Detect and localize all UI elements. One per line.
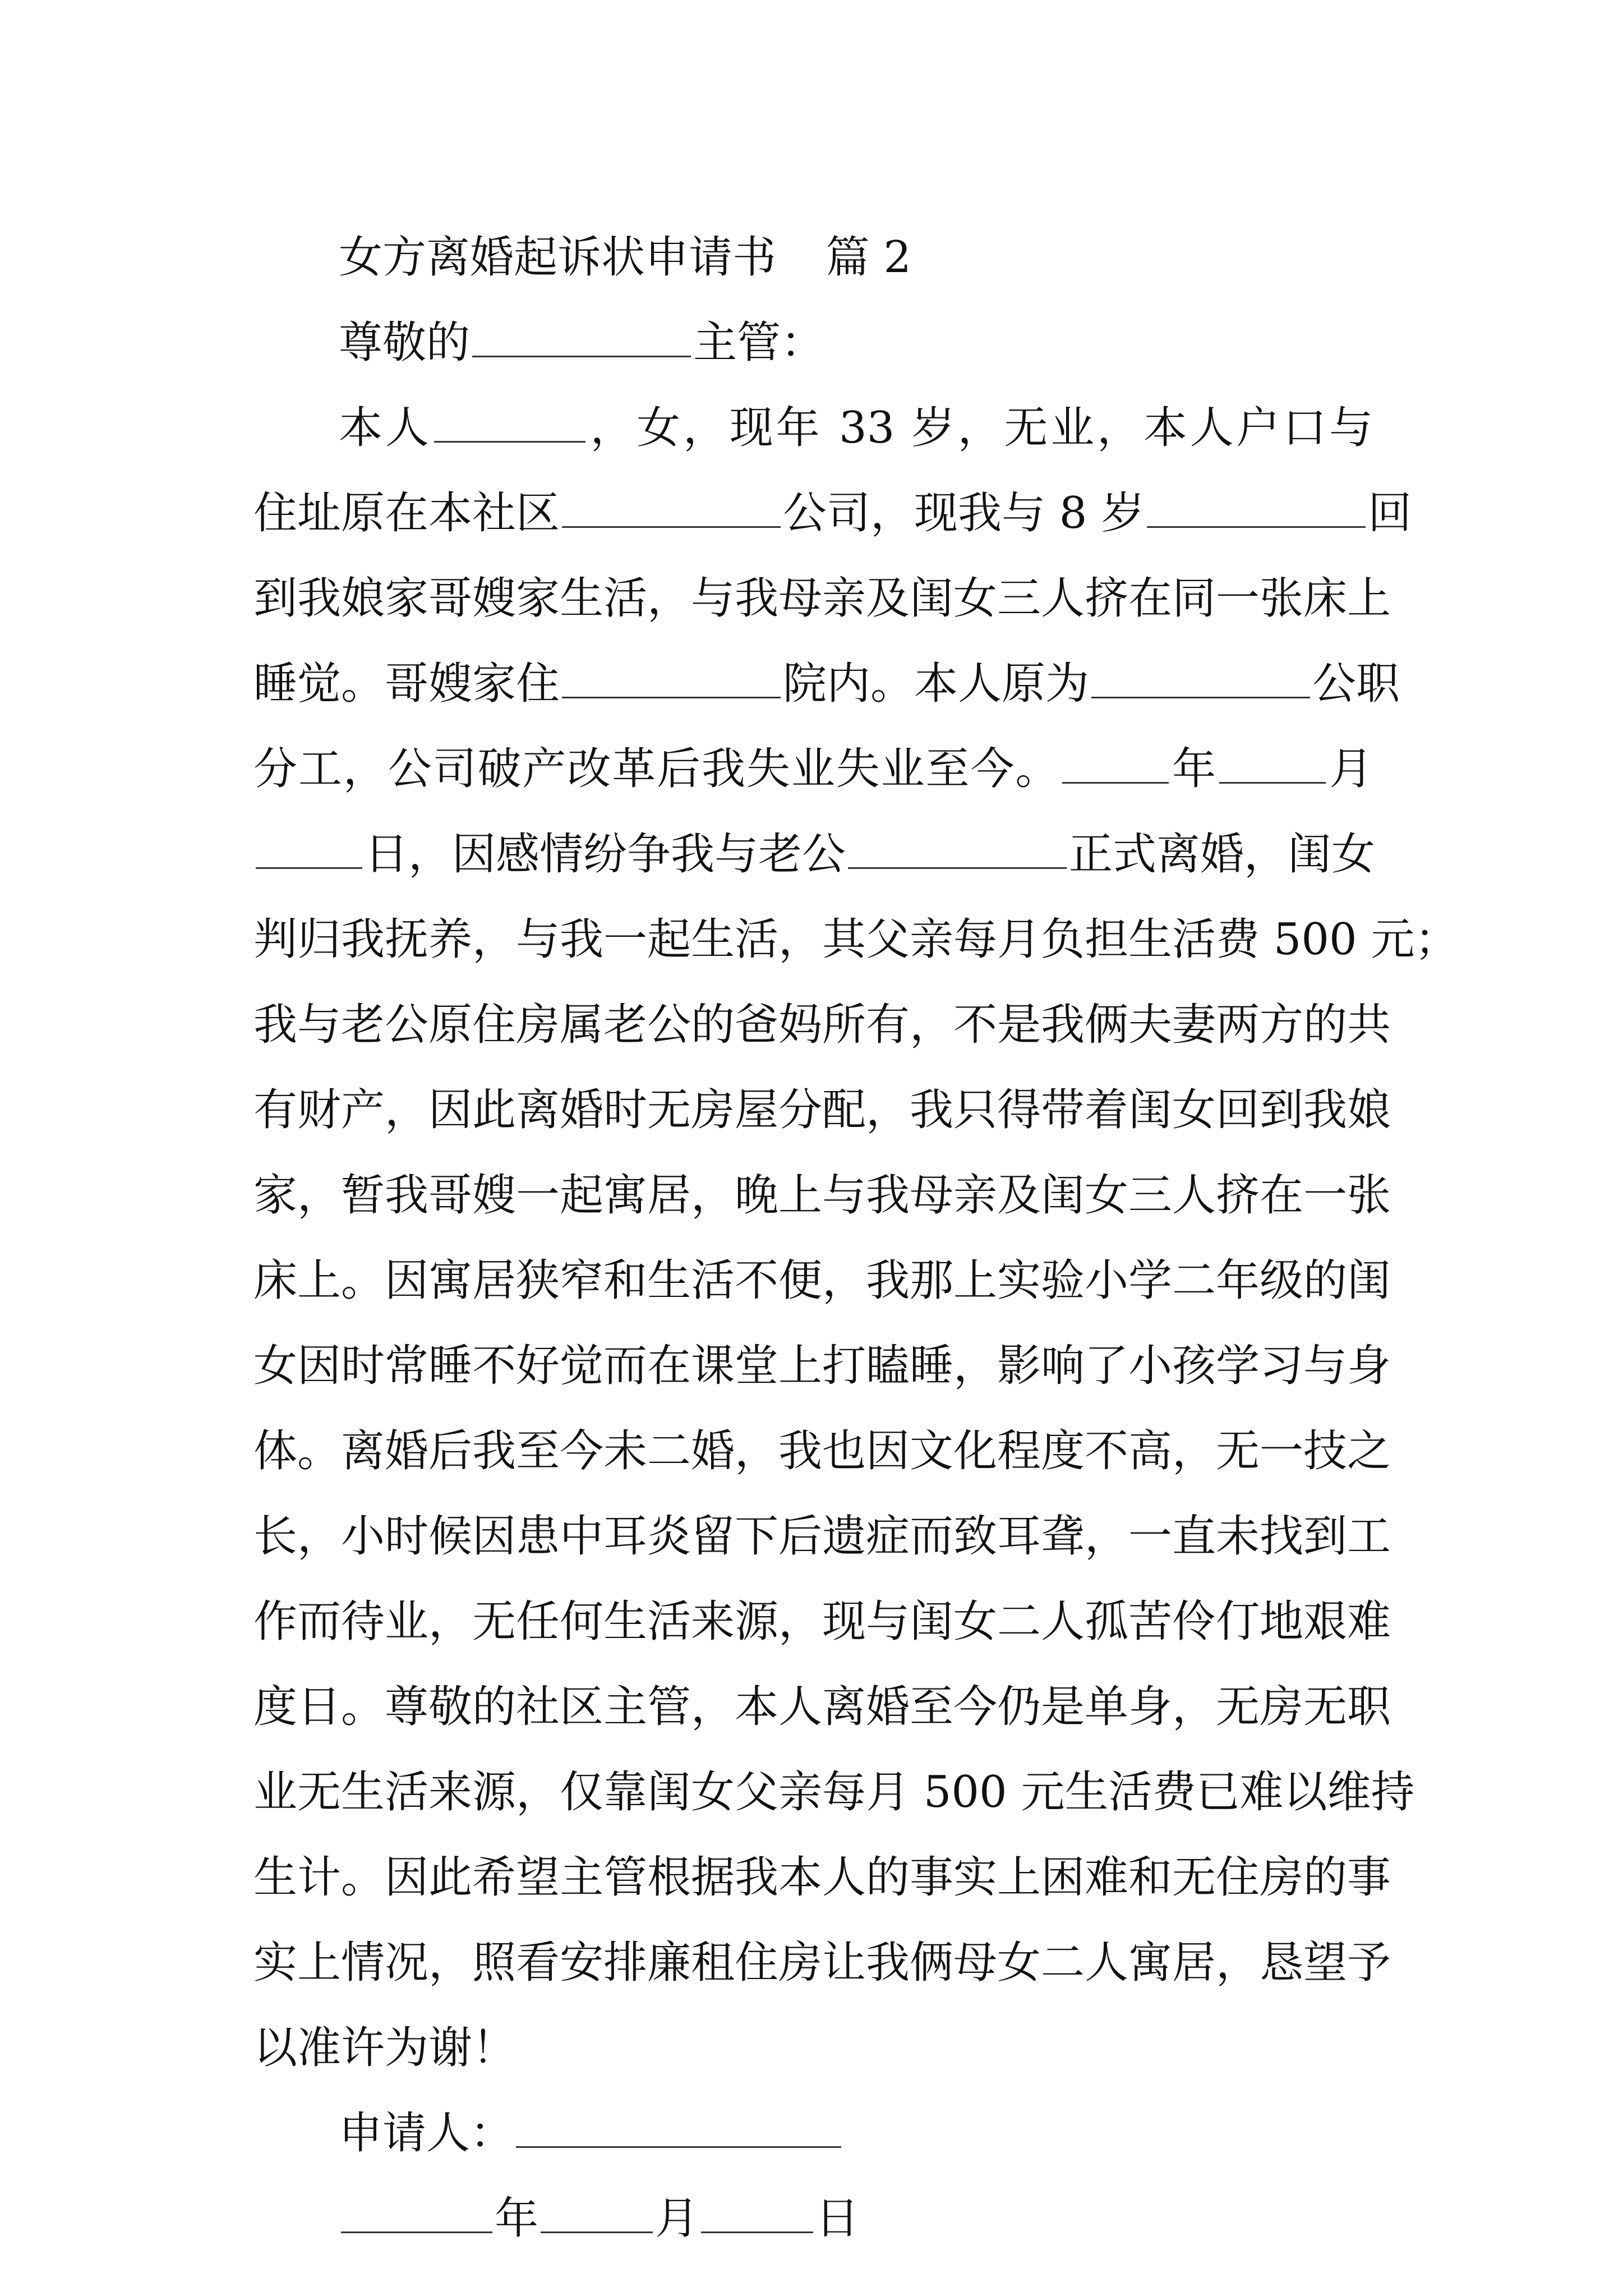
body-line: 以准许为谢！ bbox=[253, 2023, 517, 2073]
date-line bbox=[253, 2176, 1373, 2261]
body-line: 体。离婚后我至今未二婚，我也因文化程度不高，无一技之 bbox=[253, 1426, 1391, 1476]
month-label: 月 bbox=[655, 2193, 699, 2244]
year-label: 年 bbox=[495, 2193, 539, 2244]
document-title bbox=[253, 215, 1373, 300]
applicant-line bbox=[253, 2091, 1373, 2176]
year-blank bbox=[341, 2198, 492, 2233]
blank-field bbox=[434, 407, 585, 443]
blank-field bbox=[562, 663, 781, 698]
body-line: 床上。因寓居狭窄和生活不便，我那上实验小学二年级的闺 bbox=[253, 1255, 1391, 1306]
blank-field bbox=[256, 834, 362, 869]
blank-field bbox=[848, 834, 1067, 869]
salutation: 尊敬的 主管： bbox=[339, 318, 825, 368]
body-line: 日，因感情纷争我与老公 正式离婚，闺女 bbox=[253, 812, 1373, 897]
title-text: 女方离婚起诉状申请书 bbox=[339, 232, 777, 283]
body-line: 家，暂我哥嫂一起寓居，晚上与我母亲及闺女三人挤在一张 bbox=[253, 1170, 1391, 1221]
body-line: 住址原在本社区 公司，现我与 8 岁 回 bbox=[253, 488, 1412, 539]
blank-field bbox=[472, 322, 691, 357]
title-suffix: 篇 2 bbox=[826, 232, 912, 283]
day-label: 日 bbox=[815, 2193, 860, 2244]
body-line: 作而待业，无任何生活来源，现与闺女二人孤苦伶仃地艰难 bbox=[253, 1596, 1391, 1647]
blank-field bbox=[1062, 748, 1169, 784]
body-line: 我与老公原住房属老公的爸妈所有，不是我俩夫妻两方的共 bbox=[253, 1000, 1391, 1050]
body-line: 睡觉。哥嫂家住 院内。本人原为 公职 bbox=[253, 659, 1400, 709]
applicant-blank bbox=[516, 2113, 841, 2148]
body-line: 度日。尊敬的社区主管，本人离婚至今仍是单身，无房无职 bbox=[253, 1682, 1391, 1732]
body-line: 生计。因此希望主管根据我本人的事实上困难和无住房的事 bbox=[253, 1852, 1391, 1903]
body-line: 女因时常睡不好觉而在课堂上打瞌睡，影响了小孩学习与身 bbox=[253, 1341, 1391, 1391]
blank-field bbox=[1219, 748, 1326, 784]
document-body bbox=[253, 215, 1459, 2261]
body-line: 实上情况，照看安排廉租住房让我俩母女二人寓居，恳望予 bbox=[253, 1938, 1391, 1988]
blank-field bbox=[1091, 663, 1310, 698]
body-line: 业无生活来源，仅靠闺女父亲每月 500 元生活费已难以维持 bbox=[253, 1767, 1415, 1818]
blank-field bbox=[1147, 493, 1366, 528]
body-line: 判归我抚养，与我一起生活，其父亲每月负担生活费 500 元； bbox=[253, 914, 1459, 965]
day-blank bbox=[701, 2198, 813, 2233]
body-line: 有财产，因此离婚时无房屋分配，我只得带着闺女回到我娘 bbox=[253, 1085, 1391, 1135]
body-line: 分工，公司破产改革后我失业失业至今。 年 月 bbox=[253, 744, 1373, 794]
blank-field bbox=[562, 493, 781, 528]
body-line: 本人 ，女，现年 33 岁，无业，本人户口与 bbox=[339, 403, 1373, 453]
applicant-label: 申请人： bbox=[339, 2108, 514, 2159]
body-line: 长，小时候因患中耳炎留下后遗症而致耳聋，一直未找到工 bbox=[253, 1511, 1391, 1562]
body-line: 到我娘家哥嫂家生活，与我母亲及闺女三人挤在同一张床上 bbox=[253, 573, 1391, 624]
month-blank bbox=[541, 2198, 653, 2233]
